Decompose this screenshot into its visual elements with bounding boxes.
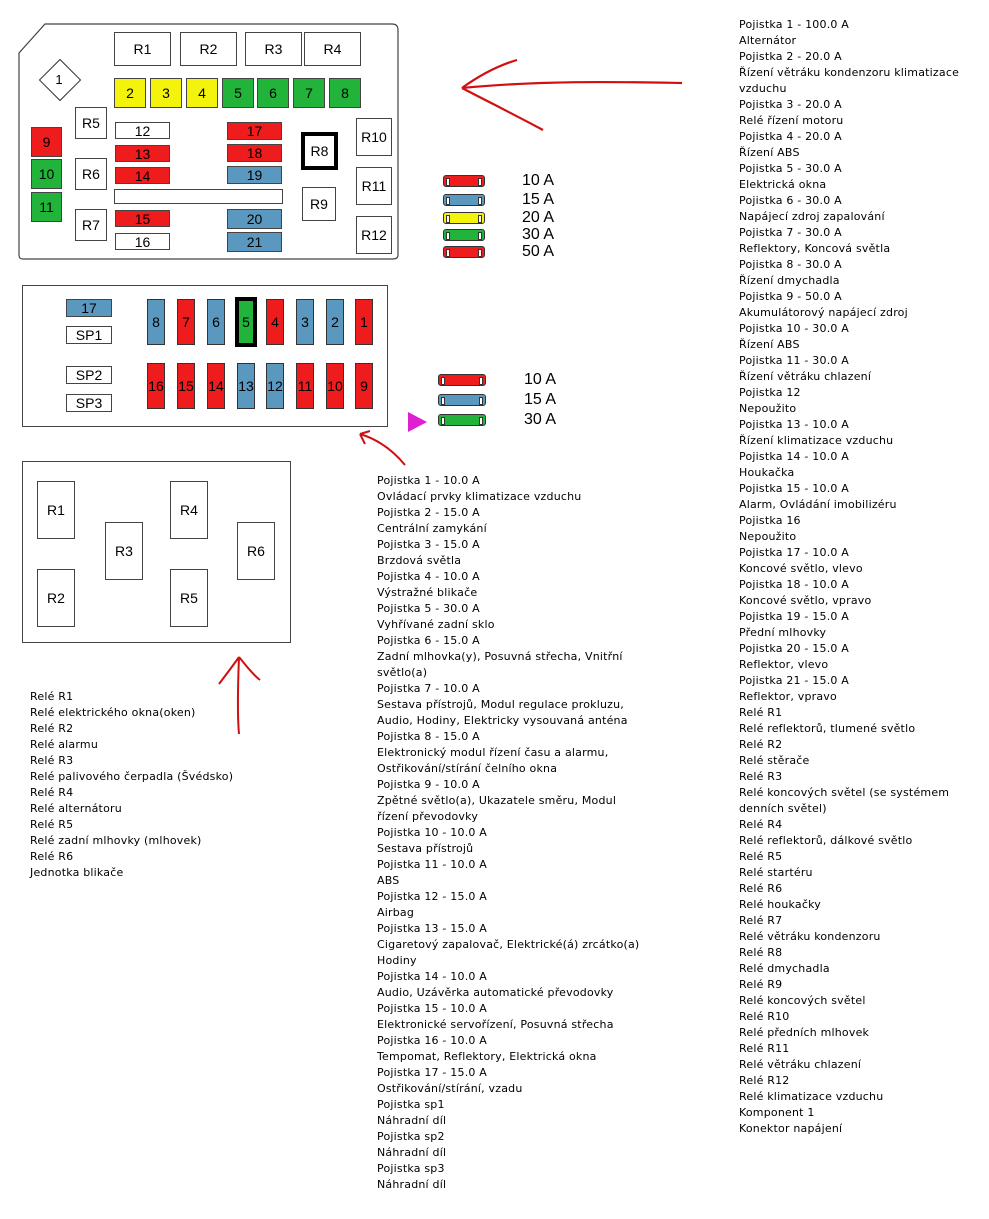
list-item: Pojistka 14 - 10.0 A bbox=[377, 970, 488, 983]
list-item: Pojistka 8 - 30.0 A bbox=[739, 258, 842, 271]
engine-fuse-17[interactable]: 17 bbox=[227, 122, 282, 140]
engine-fuse-3[interactable]: 3 bbox=[150, 78, 182, 108]
list-item: Relé dmychadla bbox=[739, 962, 830, 975]
list-item: Relé větráku kondenzoru bbox=[739, 930, 881, 943]
list-item: Pojistka 15 - 10.0 A bbox=[377, 1002, 488, 1015]
engine-relay-r10[interactable]: R10 bbox=[356, 118, 392, 156]
list-item: Relé R10 bbox=[739, 1010, 790, 1023]
list-item: Vyhřívané zadní sklo bbox=[377, 618, 495, 631]
list-item: Pojistka 10 - 30.0 A bbox=[739, 322, 850, 335]
list-item: Relé R3 bbox=[739, 770, 783, 783]
list-item: Tempomat, Reflektory, Elektrická okna bbox=[377, 1050, 597, 1063]
engine-fuse-10[interactable]: 10 bbox=[31, 159, 62, 189]
list-item: Náhradní díl bbox=[377, 1146, 447, 1159]
list-item: Reflektor, vpravo bbox=[739, 690, 837, 703]
engine-fuse-9[interactable]: 9 bbox=[31, 127, 62, 157]
list-item: Relé klimatizace vzduchu bbox=[739, 1090, 884, 1103]
arrow-icon bbox=[350, 428, 410, 468]
cabin-fuse-1[interactable]: 1 bbox=[355, 299, 373, 345]
list-item: Pojistka 5 - 30.0 A bbox=[739, 162, 842, 175]
cabin-fuse-16[interactable]: 16 bbox=[147, 363, 165, 409]
engine-fuse-list bbox=[739, 17, 959, 1137]
list-item: Relé R7 bbox=[739, 914, 783, 927]
list-item: Řízení klimatizace vzduchu bbox=[739, 434, 894, 447]
list-item: Náhradní díl bbox=[377, 1114, 447, 1127]
list-item: Pojistka 1 - 100.0 A bbox=[739, 18, 850, 31]
list-item: Koncové světlo, vlevo bbox=[739, 562, 863, 575]
list-item: Relé R4 bbox=[30, 786, 74, 799]
legend-label: 15 A bbox=[522, 191, 555, 208]
legend-chip-blue bbox=[438, 394, 486, 406]
relay-box-r3[interactable]: R3 bbox=[105, 522, 143, 580]
legend-label: 30 A bbox=[524, 411, 557, 428]
list-item: Pojistka 16 - 10.0 A bbox=[377, 1034, 488, 1047]
list-item: Relé koncových světel bbox=[739, 994, 866, 1007]
list-item: Sestava přístrojů, Modul regulace prokluzu, bbox=[377, 698, 624, 711]
list-item: Pojistka 3 - 15.0 A bbox=[377, 538, 480, 551]
list-item: Nepoužito bbox=[739, 530, 797, 543]
list-item: Alarm, Ovládání imobilizéru bbox=[739, 498, 897, 511]
list-item: Pojistka 9 - 10.0 A bbox=[377, 778, 480, 791]
list-item: Pojistka 11 - 10.0 A bbox=[377, 858, 488, 871]
cabin-spare-sp3[interactable]: SP3 bbox=[66, 394, 112, 412]
cabin-fuse-15[interactable]: 15 bbox=[177, 363, 195, 409]
list-item: Řízení ABS bbox=[739, 146, 800, 159]
legend-chip-green bbox=[443, 229, 485, 241]
cabin-fuse-9[interactable]: 9 bbox=[355, 363, 373, 409]
legend-chip-green bbox=[438, 414, 486, 426]
list-item: Relé R3 bbox=[30, 754, 74, 767]
relay-box-r2[interactable]: R2 bbox=[37, 569, 75, 627]
cabin-fuse-list bbox=[377, 473, 639, 1193]
list-item: Brzdová světla bbox=[377, 554, 462, 567]
list-item: Pojistka 2 - 20.0 A bbox=[739, 50, 842, 63]
list-item: Centrální zamykání bbox=[377, 522, 487, 535]
engine-relay-r9[interactable]: R9 bbox=[302, 187, 336, 221]
list-item: Pojistka 17 - 10.0 A bbox=[739, 546, 850, 559]
engine-fuse-19[interactable]: 19 bbox=[227, 166, 282, 184]
list-item: Relé R6 bbox=[30, 850, 74, 863]
engine-fuse-18[interactable]: 18 bbox=[227, 144, 282, 162]
list-item: Pojistka 19 - 15.0 A bbox=[739, 610, 850, 623]
engine-fuse-7[interactable]: 7 bbox=[293, 78, 325, 108]
list-item: Pojistka 10 - 10.0 A bbox=[377, 826, 488, 839]
engine-fuse-20[interactable]: 20 bbox=[227, 209, 282, 229]
cabin-spare-sp2[interactable]: SP2 bbox=[66, 366, 112, 384]
legend-chip-red bbox=[443, 246, 485, 258]
cabin-fuse-6[interactable]: 6 bbox=[207, 299, 225, 345]
list-item: Pojistka 2 - 15.0 A bbox=[377, 506, 480, 519]
legend-label: 50 A bbox=[522, 243, 555, 260]
list-item: Pojistka 13 - 10.0 A bbox=[739, 418, 850, 431]
list-item: Ostřikování/stírání čelního okna bbox=[377, 762, 558, 775]
list-item: Pojistka 20 - 15.0 A bbox=[739, 642, 850, 655]
relay-box-r6[interactable]: R6 bbox=[237, 522, 275, 580]
list-item: Relé alarmu bbox=[30, 738, 98, 751]
list-item: Airbag bbox=[377, 906, 415, 919]
legend-chip-red bbox=[443, 175, 485, 187]
engine-relay-r7[interactable]: R7 bbox=[75, 209, 107, 241]
list-item: Relé R1 bbox=[30, 690, 74, 703]
legend-label: 15 A bbox=[524, 391, 557, 408]
arrow-icon bbox=[455, 55, 685, 135]
legend-label: 20 A bbox=[522, 209, 555, 226]
engine-fuse-21[interactable]: 21 bbox=[227, 232, 282, 252]
list-item: Zadní mlhovka(y), Posuvná střecha, Vnitřní bbox=[377, 650, 623, 663]
list-item: Relé zadní mlhovky (mlhovek) bbox=[30, 834, 202, 847]
list-item: Pojistka 5 - 30.0 A bbox=[377, 602, 480, 615]
list-item: Pojistka 13 - 15.0 A bbox=[377, 922, 488, 935]
cabin-fuse-17[interactable]: 17 bbox=[66, 299, 112, 317]
legend-chip-blue bbox=[443, 194, 485, 206]
legend-label: 10 A bbox=[524, 371, 557, 388]
relay-box-r1[interactable]: R1 bbox=[37, 481, 75, 539]
cabin-fuse-3[interactable]: 3 bbox=[296, 299, 314, 345]
list-item: Relé R9 bbox=[739, 978, 783, 991]
list-item: Řízení větráku chlazení bbox=[739, 370, 872, 383]
list-item: Pojistka 9 - 50.0 A bbox=[739, 290, 842, 303]
list-item: Relé předních mlhovek bbox=[739, 1026, 870, 1039]
relay-box-r4[interactable]: R4 bbox=[170, 481, 208, 539]
fuse-number: 1 bbox=[55, 71, 63, 87]
list-item: řízení převodovky bbox=[377, 810, 479, 823]
engine-relay-r2[interactable]: R2 bbox=[180, 32, 237, 66]
list-item: Relé alternátoru bbox=[30, 802, 122, 815]
list-item: Pojistka 14 - 10.0 A bbox=[739, 450, 850, 463]
list-item: Ostřikování/stírání, vzadu bbox=[377, 1082, 523, 1095]
list-item: Pojistka sp1 bbox=[377, 1098, 445, 1111]
cabin-fuse-7[interactable]: 7 bbox=[177, 299, 195, 345]
list-item: Akumulátorový napájecí zdroj bbox=[739, 306, 908, 319]
list-item: Řízení ABS bbox=[739, 338, 800, 351]
list-item: Pojistka 3 - 20.0 A bbox=[739, 98, 842, 111]
engine-fuse-2[interactable]: 2 bbox=[114, 78, 146, 108]
list-item: Napájecí zdroj zapalování bbox=[739, 210, 885, 223]
list-item: Relé R12 bbox=[739, 1074, 790, 1087]
legend-label: 10 A bbox=[522, 172, 555, 189]
list-item: Relé koncových světel (se systémem bbox=[739, 786, 950, 799]
list-item: Relé řízení motoru bbox=[739, 114, 844, 127]
engine-fuse-11[interactable]: 11 bbox=[31, 192, 62, 222]
list-item: Relé reflektorů, dálkové světlo bbox=[739, 834, 913, 847]
list-item: Komponent 1 bbox=[739, 1106, 815, 1119]
list-item: Relé větráku chlazení bbox=[739, 1058, 862, 1071]
list-item: Nepoužito bbox=[739, 402, 797, 415]
list-item: Elektronický modul řízení času a alarmu, bbox=[377, 746, 609, 759]
engine-fuse-8[interactable]: 8 bbox=[329, 78, 361, 108]
list-item: Přední mlhovky bbox=[739, 626, 827, 639]
engine-relay-r6[interactable]: R6 bbox=[75, 158, 107, 190]
list-item: Pojistka 12 bbox=[739, 386, 801, 399]
list-item: Elektronické servořízení, Posuvná střecha bbox=[377, 1018, 614, 1031]
list-item: Hodiny bbox=[377, 954, 417, 967]
engine-relay-r8[interactable]: R8 bbox=[301, 132, 338, 170]
marker-triangle-icon bbox=[407, 411, 429, 433]
list-item: Relé R4 bbox=[739, 818, 783, 831]
list-item: Výstražné blikače bbox=[377, 586, 478, 599]
list-item: ABS bbox=[377, 874, 400, 887]
list-item: světlo(a) bbox=[377, 666, 428, 679]
list-item: Elektrická okna bbox=[739, 178, 827, 191]
list-item: Pojistka 11 - 30.0 A bbox=[739, 354, 850, 367]
list-item: Řízení větráku kondenzoru klimatizace bbox=[739, 66, 960, 79]
legend-label: 30 A bbox=[522, 226, 555, 243]
engine-relay-r11[interactable]: R11 bbox=[356, 167, 392, 205]
list-item: Konektor napájení bbox=[739, 1122, 843, 1135]
list-item: Relé houkačky bbox=[739, 898, 821, 911]
list-item: Relé stěrače bbox=[739, 754, 810, 767]
engine-relay-r4[interactable]: R4 bbox=[304, 32, 361, 66]
cabin-fuse-4[interactable]: 4 bbox=[266, 299, 284, 345]
cabin-spare-sp1[interactable]: SP1 bbox=[66, 326, 112, 344]
cabin-fuse-5[interactable]: 5 bbox=[235, 297, 257, 347]
engine-fuse-15[interactable]: 15 bbox=[115, 210, 170, 227]
list-item: Pojistka 7 - 10.0 A bbox=[377, 682, 480, 695]
cabin-fuse-14[interactable]: 14 bbox=[207, 363, 225, 409]
list-item: Relé palivového čerpadla (Švédsko) bbox=[30, 770, 234, 783]
engine-fuse-slot-empty bbox=[114, 189, 283, 204]
list-item: Audio, Hodiny, Elektricky vysouvaná anténa bbox=[377, 714, 628, 727]
list-item: Pojistka 21 - 15.0 A bbox=[739, 674, 850, 687]
list-item: Relé R6 bbox=[739, 882, 783, 895]
list-item: Pojistka 6 - 30.0 A bbox=[739, 194, 842, 207]
list-item: Koncové světlo, vpravo bbox=[739, 594, 872, 607]
list-item: Alternátor bbox=[739, 34, 797, 47]
list-item: Relé startéru bbox=[739, 866, 813, 879]
list-item: Pojistka 4 - 10.0 A bbox=[377, 570, 480, 583]
list-item: Relé R5 bbox=[30, 818, 74, 831]
engine-fuse-6[interactable]: 6 bbox=[257, 78, 289, 108]
list-item: Pojistka 8 - 15.0 A bbox=[377, 730, 480, 743]
relay-box-r5[interactable]: R5 bbox=[170, 569, 208, 627]
engine-relay-r5[interactable]: R5 bbox=[75, 107, 107, 139]
cabin-fuse-10[interactable]: 10 bbox=[326, 363, 344, 409]
cabin-fuse-8[interactable]: 8 bbox=[147, 299, 165, 345]
list-item: Pojistka 7 - 30.0 A bbox=[739, 226, 842, 239]
engine-fuse-12[interactable]: 12 bbox=[115, 122, 170, 139]
list-item: Houkačka bbox=[739, 466, 795, 479]
list-item: Relé reflektorů, tlumené světlo bbox=[739, 722, 916, 735]
engine-fuse-13[interactable]: 13 bbox=[115, 145, 170, 162]
engine-fuse-1[interactable] bbox=[42, 62, 76, 96]
list-item: Relé elektrického okna(oken) bbox=[30, 706, 196, 719]
list-item: Zpětné světlo(a), Ukazatele směru, Modul bbox=[377, 794, 617, 807]
list-item: Pojistka 12 - 15.0 A bbox=[377, 890, 488, 903]
list-item: Relé R2 bbox=[739, 738, 783, 751]
engine-fuse-14[interactable]: 14 bbox=[115, 167, 170, 184]
list-item: Jednotka blikače bbox=[30, 866, 124, 879]
list-item: denních světel) bbox=[739, 802, 827, 815]
list-item: Pojistka 6 - 15.0 A bbox=[377, 634, 480, 647]
list-item: Pojistka 17 - 15.0 A bbox=[377, 1066, 488, 1079]
list-item: Relé R11 bbox=[739, 1042, 790, 1055]
list-item: Sestava přístrojů bbox=[377, 842, 474, 855]
list-item: Pojistka 18 - 10.0 A bbox=[739, 578, 850, 591]
cabin-fuse-12[interactable]: 12 bbox=[266, 363, 284, 409]
cabin-fuse-13[interactable]: 13 bbox=[237, 363, 255, 409]
engine-fuse-16[interactable]: 16 bbox=[115, 233, 170, 250]
list-item: Relé R2 bbox=[30, 722, 74, 735]
list-item: Pojistka 16 bbox=[739, 514, 801, 527]
list-item: Řízení dmychadla bbox=[739, 274, 840, 287]
engine-fuse-4[interactable]: 4 bbox=[186, 78, 218, 108]
list-item: Pojistka 4 - 20.0 A bbox=[739, 130, 842, 143]
engine-fuse-5[interactable]: 5 bbox=[222, 78, 254, 108]
list-item: Reflektory, Koncová světla bbox=[739, 242, 891, 255]
cabin-fuse-11[interactable]: 11 bbox=[296, 363, 314, 409]
list-item: Pojistka sp3 bbox=[377, 1162, 445, 1175]
list-item: Audio, Uzávěrka automatické převodovky bbox=[377, 986, 614, 999]
list-item: Náhradní díl bbox=[377, 1178, 447, 1191]
cabin-fuse-2[interactable]: 2 bbox=[326, 299, 344, 345]
list-item: vzduchu bbox=[739, 82, 787, 95]
list-item: Ovládací prvky klimatizace vzduchu bbox=[377, 490, 582, 503]
list-item: Cigaretový zapalovač, Elektrické(á) zrcátko(a) bbox=[377, 938, 640, 951]
engine-relay-r1[interactable]: R1 bbox=[114, 32, 171, 66]
list-item: Pojistka 15 - 10.0 A bbox=[739, 482, 850, 495]
engine-relay-r3[interactable]: R3 bbox=[245, 32, 302, 66]
list-item: Relé R1 bbox=[739, 706, 783, 719]
engine-relay-r12[interactable]: R12 bbox=[356, 216, 392, 254]
list-item: Reflektor, vlevo bbox=[739, 658, 829, 671]
list-item: Relé R8 bbox=[739, 946, 783, 959]
list-item: Pojistka 1 - 10.0 A bbox=[377, 474, 480, 487]
list-item: Pojistka sp2 bbox=[377, 1130, 445, 1143]
relay-box-list bbox=[30, 689, 233, 881]
legend-chip-yellow bbox=[443, 212, 485, 224]
legend-chip-red bbox=[438, 374, 486, 386]
list-item: Relé R5 bbox=[739, 850, 783, 863]
